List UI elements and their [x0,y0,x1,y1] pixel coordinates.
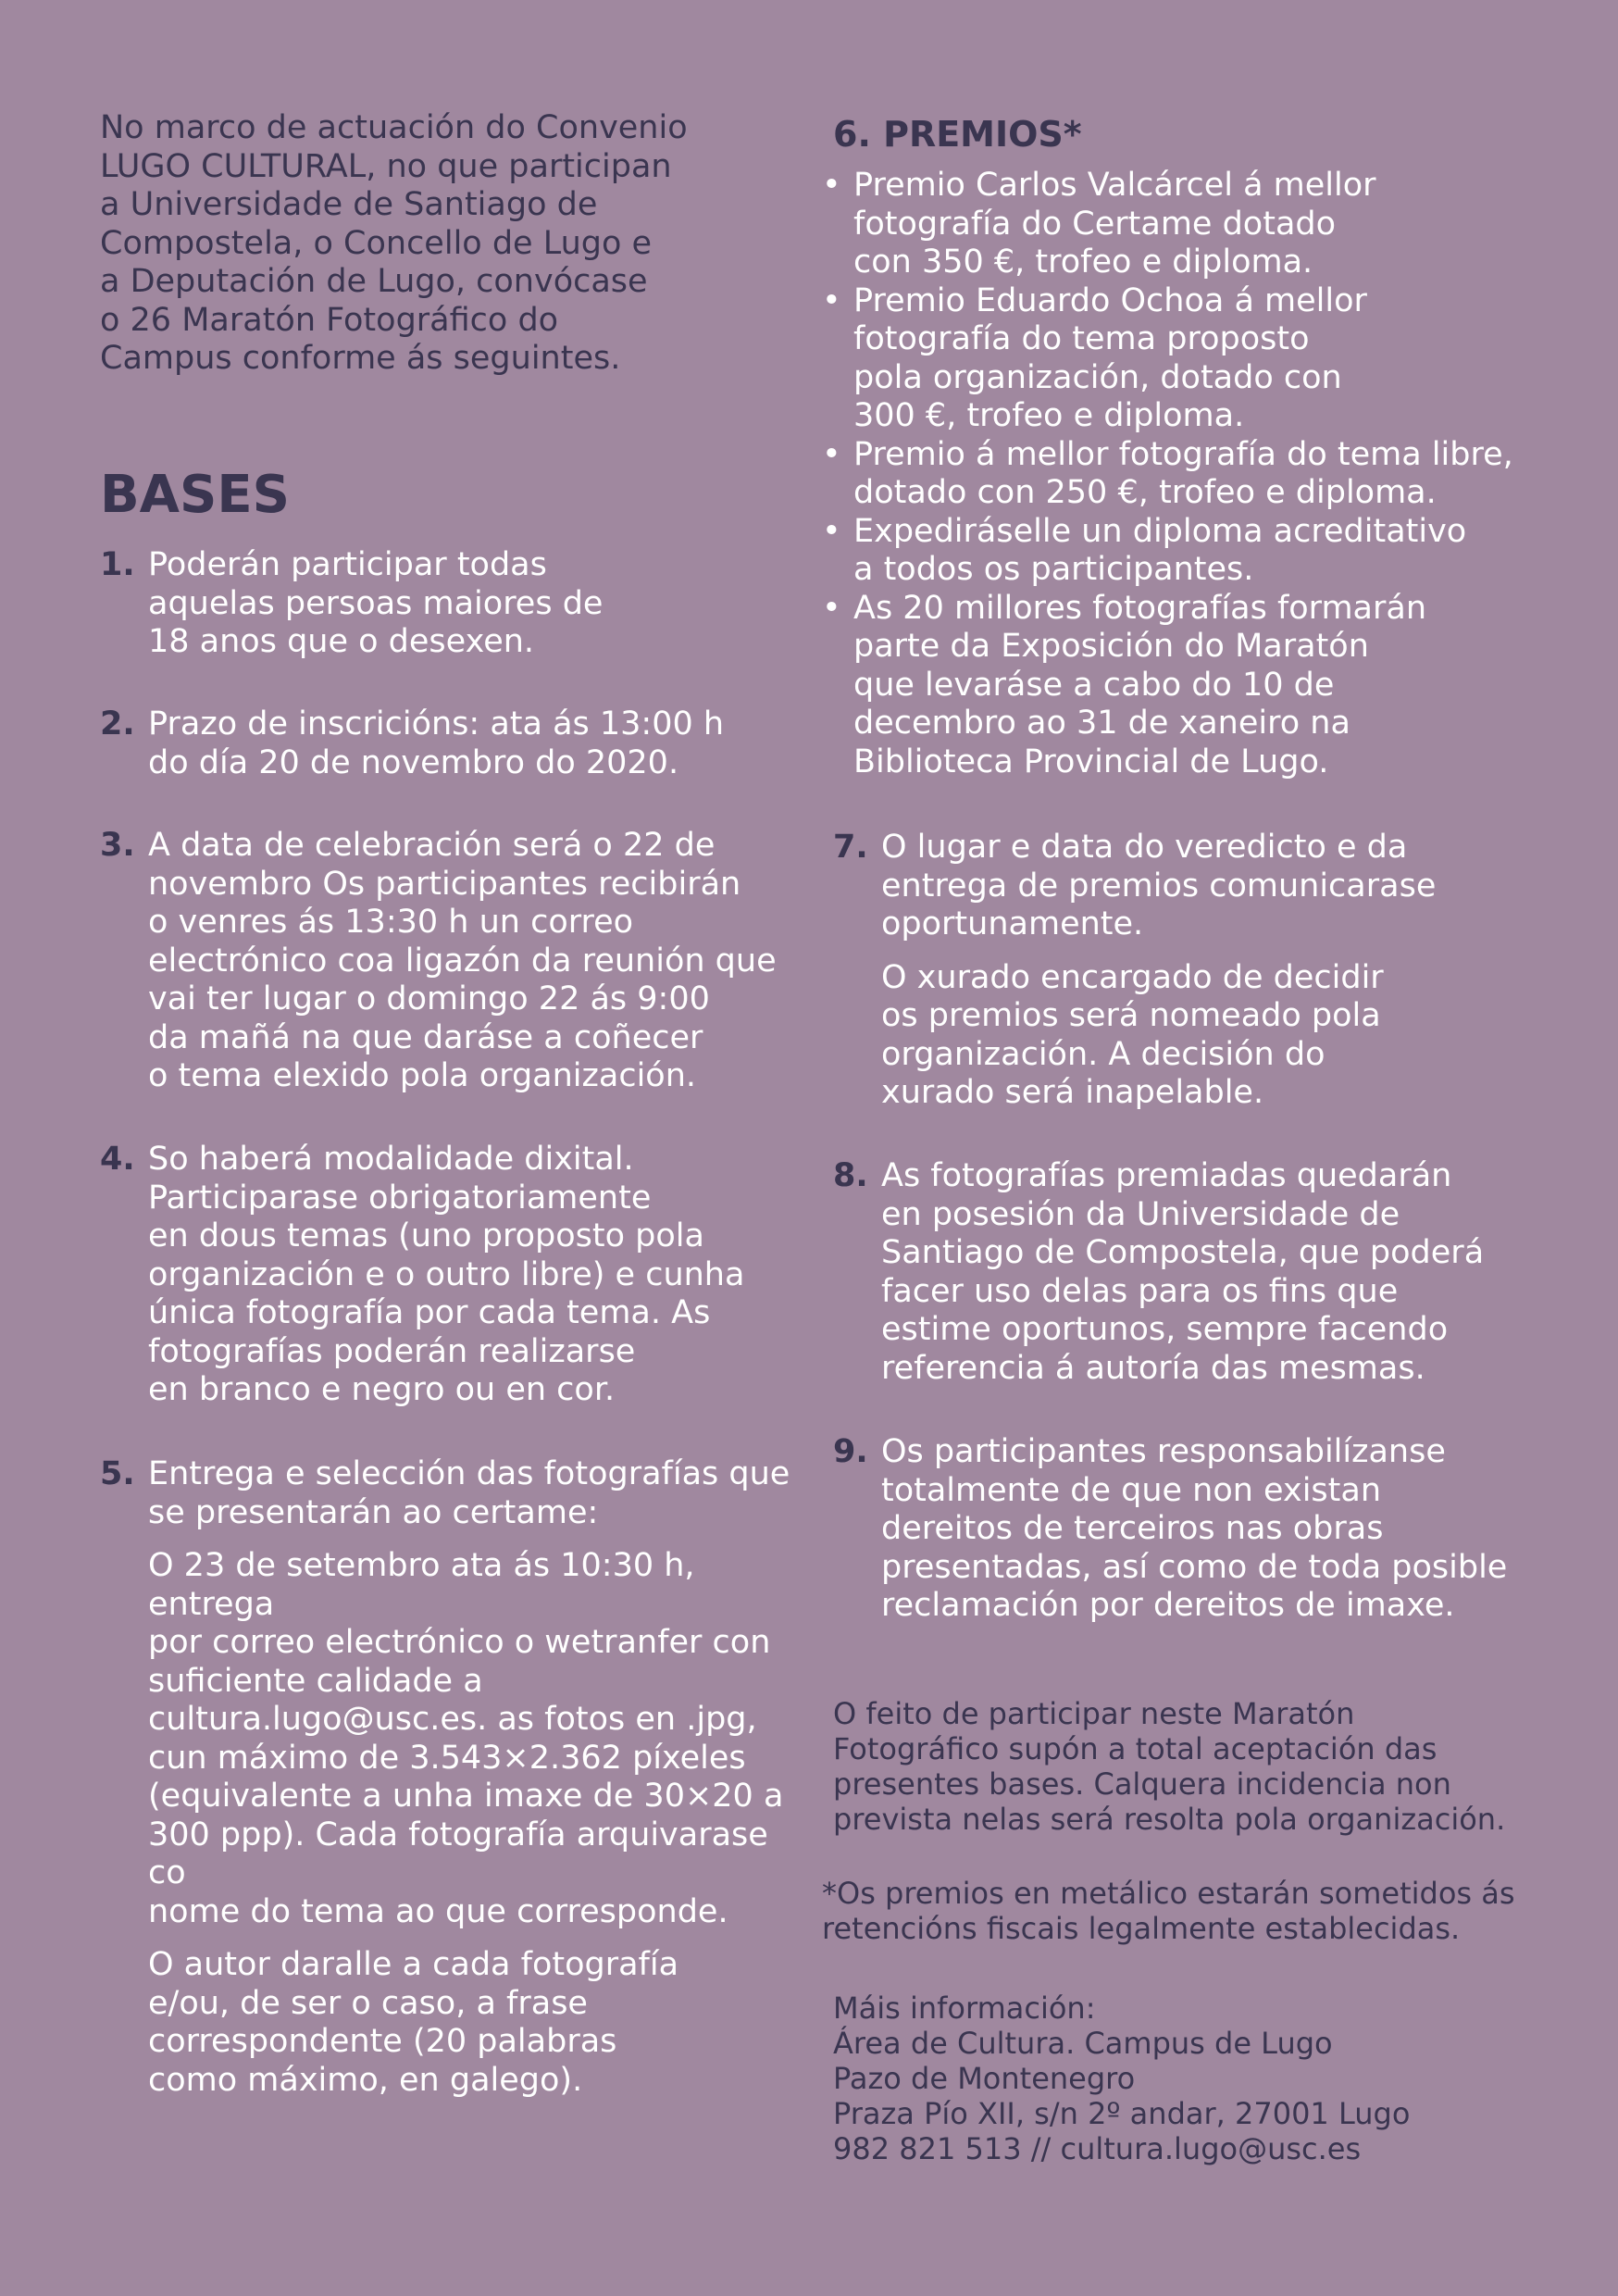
base-item-7 [833,829,1555,1113]
prize-text: Expediráselle un diploma acreditativo a todos os participantes. [853,512,1467,588]
prize-text: As 20 millores fotografías formarán parte da Exposición do Maratón que levaráse a cabo do 10 de decembro ao 31 de xaneiro na Biblioteca Provincial de Lugo. [853,589,1427,780]
prize-text: Premio á mellor fotografía do tema libre, dotado con 250 €, trofeo e diploma. [853,435,1513,511]
base-text: Os participantes responsabilízanse totalmente de que non existan dereitos de terceiros nas obras presentadas, así como de toda posible reclamación por dereitos de imaxe. [881,1433,1508,1624]
intro-paragraph: No marco de actuación do Convenio LUGO CULTURAL, no que participan a Universidade de Santiago de Compostela, o Concello de Lugo e a Deputación de Lugo, convócase o 26 Maratón Fotográfico do Campus conforme ás seguintes. [100,109,688,377]
list-item [822,513,1544,590]
list-item [822,282,1544,436]
base-text: As fotografías premiadas quedarán en posesión da Universidade de Santiago de Compostela, que poderá facer uso delas para os fins que estime oportunos, sempre facendo referencia á autoría das mesmas. [881,1157,1485,1387]
base-number: 1. [100,546,135,583]
base-item-2 [100,705,803,782]
prize-text: Premio Carlos Valcárcel á mellor fotografía do Certame dotado con 350 €, trofeo e diploma. [853,167,1376,281]
premios-title: 6. PREMIOS* [833,114,1082,155]
bullet-icon: • [822,435,841,473]
base-text: Entrega e selección das fotografías que se presentarán ao certame: [148,1455,790,1531]
bullet-icon: • [822,281,841,319]
base-number: 8. [833,1157,868,1194]
bullet-icon: • [822,589,841,627]
prizes-list [822,167,1544,781]
base-number: 9. [833,1433,868,1470]
base-text: A data de celebración será o 22 de novembro Os participantes recibirán o venres ás 13:30 h un correo electrónico coa ligazón da reunión que vai ter lugar o domingo 22 ás 9:00 da mañá na que daráse a coñecer o tema elexido pola organización. [148,827,777,1094]
base-text-phrase: O autor daralle a cada fotografía e/ou, de ser o caso, a frase correspondente (20 palabras como máximo, en galego). [148,1946,679,2099]
acceptance-note: O feito de participar neste Maratón Fotográfico supón a total aceptación das presentes bases. Calquera incidencia non prevista nelas será resolta pola organización. [833,1696,1506,1837]
prize-text: Premio Eduardo Ochoa á mellor fotografía do tema proposto pola organización, dotado con 300 €, trofeo e diploma. [853,281,1367,434]
base-text: O lugar e data do veredicto e da entrega de premios comunicarase oportunamente. [881,829,1437,942]
bases-title: BASES [100,465,290,525]
more-info: Máis información: Área de Cultura. Campus de Lugo Pazo de Montenegro Praza Pío XII, s/n 2º andar, 27001 Lugo 982 821 513 // cultura.lugo@usc.es [833,1990,1411,2166]
base-item-4 [100,1141,803,1410]
base-text: Poderán participar todas aquelas persoas maiores de 18 anos que o desexen. [148,546,604,660]
base-number: 4. [100,1141,135,1178]
footnote: *Os premios en metálico estarán sometidos ás retencións fiscais legalmente establecidas. [822,1876,1515,1946]
list-item [822,436,1544,513]
list-item [822,167,1544,282]
base-item-3 [100,827,803,1096]
base-item-5 [100,1455,803,2100]
bullet-icon: • [822,512,841,550]
base-text: So haberá modalidade dixital. Participarase obrigatoriamente en dous temas (uno proposto pola organización e o outro libre) e cunha única fotografía por cada tema. As fotografías poderán realizarse en branco e negro ou en cor. [148,1141,745,1408]
list-item [822,590,1544,782]
base-text: Prazo de inscricións: ata ás 13:00 h do día 20 de novembro do 2020. [148,705,725,781]
base-number: 7. [833,829,868,866]
base-number: 2. [100,705,135,742]
base-number: 3. [100,827,135,864]
base-text-delivery: O 23 de setembro ata ás 10:30 h, entrega por correo electrónico o wetranfer con suficiente calidade a cultura.lugo@usc.es. as fotos en .jpg, cun máximo de 3.543×2.362 píxeles (equivalente a unha imaxe de 30×20 a 300 ppp). Cada fotografía arquivarase co nome do tema ao que corresponde. [148,1547,784,1930]
base-item-8 [833,1157,1555,1388]
base-item-1 [100,546,803,662]
base-number: 5. [100,1455,135,1492]
base-text-jury: O xurado encargado de decidir os premios será nomeado pola organización. A decisión do xurado será inapelable. [881,958,1384,1111]
base-item-9 [833,1433,1555,1626]
bullet-icon: • [822,167,841,204]
